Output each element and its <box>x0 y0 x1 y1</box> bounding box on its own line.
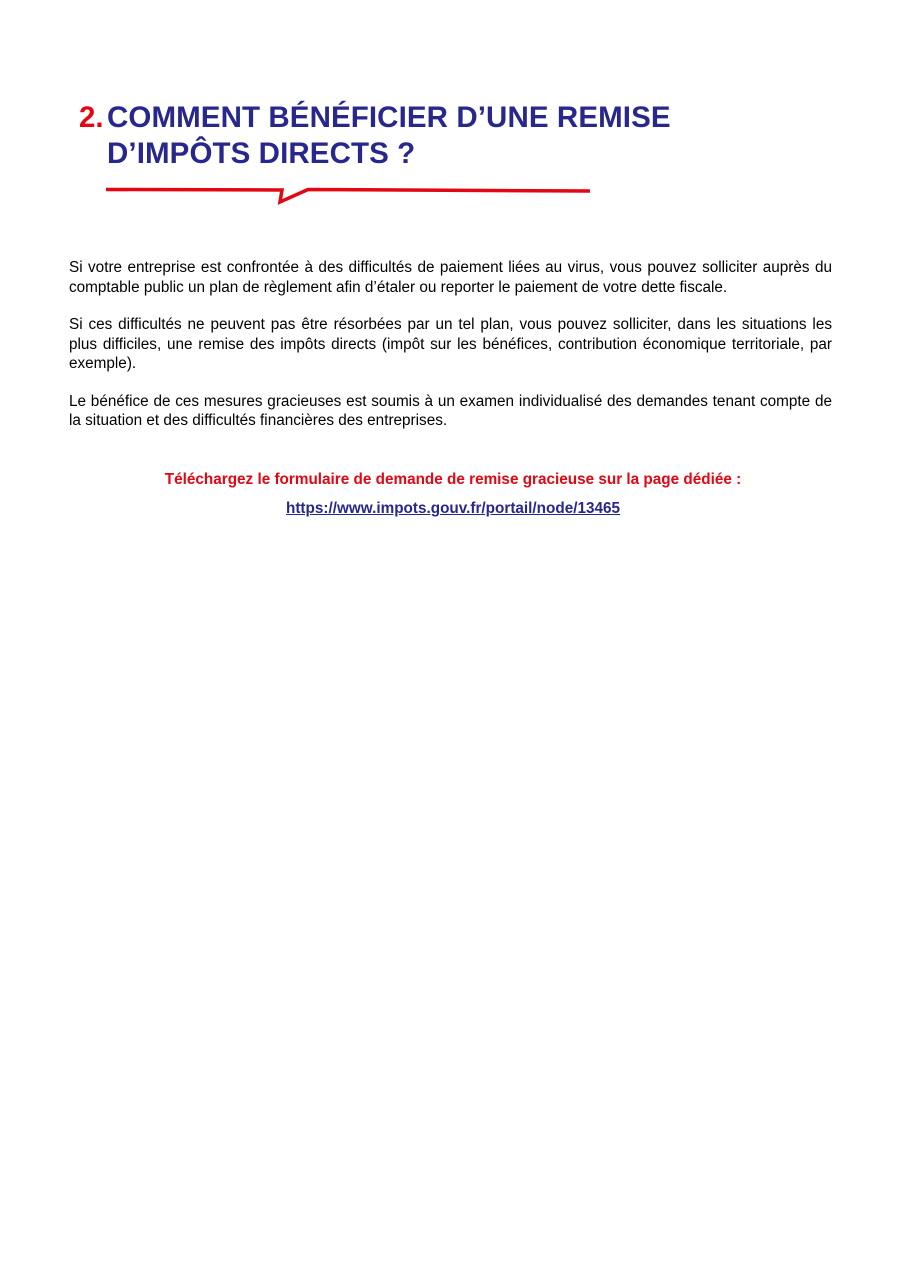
link-container <box>0 499 906 518</box>
section-title-line-2: D’IMPÔTS DIRECTS ? <box>107 137 416 170</box>
heading-underline-decoration <box>100 180 600 210</box>
paragraph-payment-plan: Si votre entreprise est confrontée à des difficultés de paiement liées au virus, vous pouvez solliciter auprès du comptable public un plan de règlement afin d’étaler ou reporter le paiement de votre dette fiscale. <box>69 259 832 296</box>
download-instruction: Téléchargez le formulaire de demande de remise gracieuse sur la page dédiée : <box>164 471 742 488</box>
remission-form-link[interactable]: https://www.impots.gouv.fr/portail/node/13465 <box>285 500 620 517</box>
paragraph-individual-review: Le bénéfice de ces mesures gracieuses est soumis à un examen individualisé des demandes tenant compte de la situation et des difficultés financières des entreprises. <box>69 392 832 429</box>
body-text <box>69 258 832 449</box>
section-number: 2. <box>79 101 104 134</box>
paragraph-tax-remission: Si ces difficultés ne peuvent pas être résorbées par un tel plan, vous pouvez solliciter, dans les situations les plus difficiles, une remise des impôts directs (impôt sur les bénéfices, contribution économique territoriale, par exemple). <box>69 316 832 372</box>
section-title <box>107 100 747 172</box>
section-title-line-1: COMMENT BÉNÉFICIER D’UNE REMISE <box>107 101 671 134</box>
